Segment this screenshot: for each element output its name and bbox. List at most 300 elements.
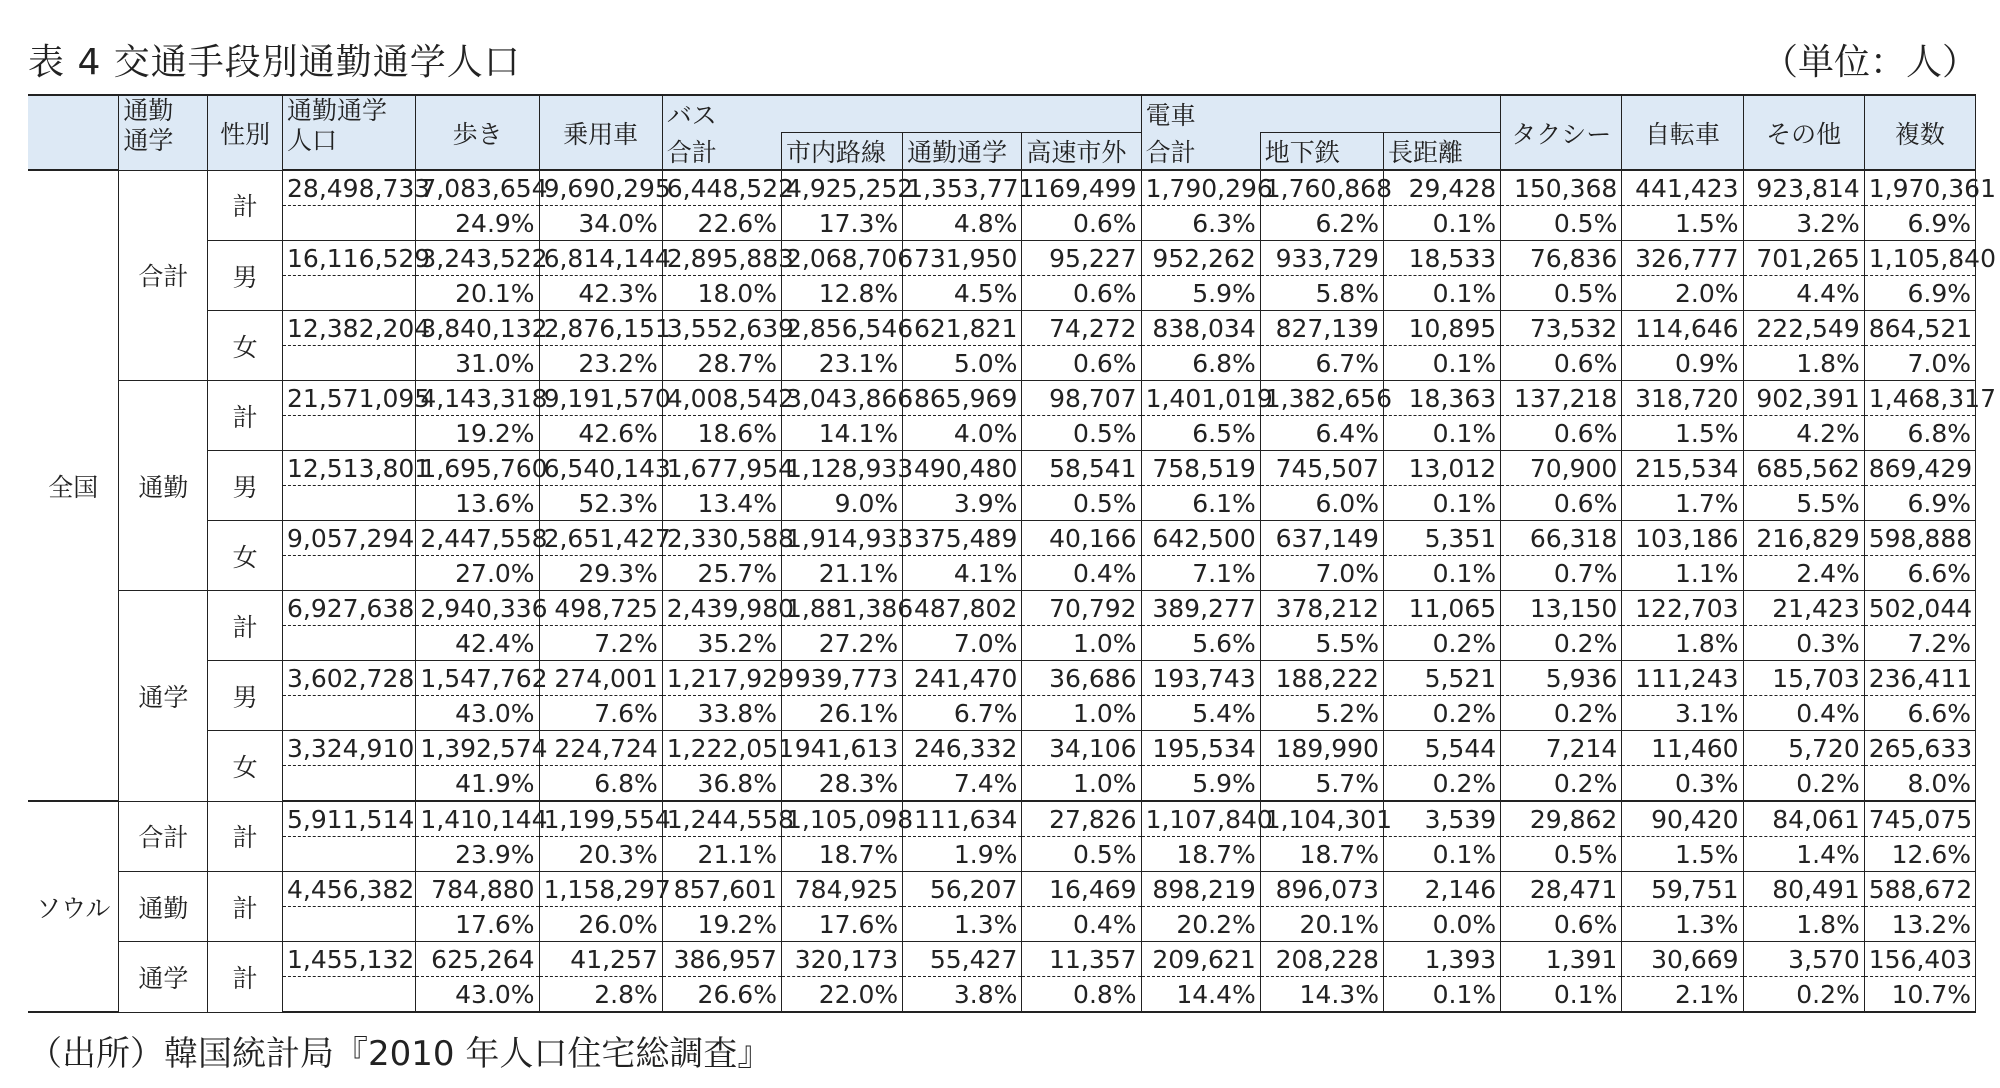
- sex-label: 計: [208, 381, 283, 451]
- percent-cell: 6.4%: [1260, 416, 1383, 451]
- count-cell: 588,672: [1864, 872, 1975, 907]
- count-cell: 2,447,558: [416, 521, 539, 556]
- count-cell: 1,199,554: [539, 801, 662, 837]
- percent-cell: 1.3%: [1622, 907, 1743, 942]
- count-cell: 29,428: [1383, 170, 1500, 206]
- count-cell: 1,547,762: [416, 661, 539, 696]
- header-other: その他: [1743, 95, 1864, 170]
- count-cell: 320,173: [781, 942, 902, 977]
- count-cell: 7,214: [1501, 731, 1622, 766]
- percent-cell: 4.1%: [903, 556, 1022, 591]
- count-cell: 1,881,386: [781, 591, 902, 626]
- percent-cell: 27.0%: [416, 556, 539, 591]
- percent-cell: [283, 907, 416, 942]
- count-cell: 784,925: [781, 872, 902, 907]
- table-title: 表 4 交通手段別通勤通学人口: [28, 42, 521, 83]
- percent-cell: 1.0%: [1022, 766, 1141, 802]
- count-cell: 1,790,296: [1141, 170, 1260, 206]
- percent-cell: 0.0%: [1383, 907, 1500, 942]
- percent-cell: 3.2%: [1743, 206, 1864, 241]
- percent-cell: [283, 696, 416, 731]
- percent-cell: 0.2%: [1743, 977, 1864, 1013]
- title-row: [28, 34, 1978, 84]
- count-cell: 30,669: [1622, 942, 1743, 977]
- percent-cell: 31.0%: [416, 346, 539, 381]
- count-cell: 137,218: [1501, 381, 1622, 416]
- region-label: 全国: [28, 170, 119, 801]
- count-cell: 274,001: [539, 661, 662, 696]
- count-cell: 864,521: [1864, 311, 1975, 346]
- percent-cell: 23.1%: [781, 346, 902, 381]
- percent-cell: 4.0%: [903, 416, 1022, 451]
- header-sex: 性別: [208, 95, 283, 170]
- percent-cell: 9.0%: [781, 486, 902, 521]
- sex-label: 計: [208, 170, 283, 241]
- header-population: 通勤通学 人口: [283, 95, 416, 170]
- percent-cell: 5.9%: [1141, 766, 1260, 802]
- percent-cell: 12.8%: [781, 276, 902, 311]
- table-row: [28, 837, 1976, 872]
- count-cell: 939,773: [781, 661, 902, 696]
- count-cell: 701,265: [1743, 241, 1864, 276]
- count-cell: 5,351: [1383, 521, 1500, 556]
- table-row: [28, 591, 1976, 626]
- table-row: [28, 696, 1976, 731]
- percent-cell: 0.6%: [1022, 276, 1141, 311]
- sex-label: 女: [208, 521, 283, 591]
- count-cell: 1,970,361: [1864, 170, 1975, 206]
- percent-cell: [283, 977, 416, 1013]
- sex-label: 男: [208, 241, 283, 311]
- count-cell: 1,677,954: [662, 451, 781, 486]
- count-cell: 222,549: [1743, 311, 1864, 346]
- count-cell: 15,703: [1743, 661, 1864, 696]
- count-cell: 73,532: [1501, 311, 1622, 346]
- sex-label: 男: [208, 451, 283, 521]
- percent-cell: 18.6%: [662, 416, 781, 451]
- sex-label: 計: [208, 591, 283, 661]
- percent-cell: 17.3%: [781, 206, 902, 241]
- table-row: [28, 626, 1976, 661]
- count-cell: 3,243,522: [416, 241, 539, 276]
- percent-cell: 43.0%: [416, 977, 539, 1013]
- count-cell: 114,646: [1622, 311, 1743, 346]
- sex-label: 計: [208, 942, 283, 1013]
- header-walk: 歩き: [416, 95, 539, 170]
- percent-cell: 6.9%: [1864, 486, 1975, 521]
- count-cell: 169,499: [1022, 170, 1141, 206]
- count-cell: 5,521: [1383, 661, 1500, 696]
- count-cell: 6,448,522: [662, 170, 781, 206]
- count-cell: 3,043,866: [781, 381, 902, 416]
- percent-cell: 6.7%: [903, 696, 1022, 731]
- percent-cell: 4.8%: [903, 206, 1022, 241]
- count-cell: 11,460: [1622, 731, 1743, 766]
- percent-cell: 18.7%: [1260, 837, 1383, 872]
- table-row: [28, 942, 1976, 977]
- percent-cell: 0.2%: [1383, 766, 1500, 802]
- percent-cell: 23.9%: [416, 837, 539, 872]
- count-cell: 70,900: [1501, 451, 1622, 486]
- percent-cell: 7.0%: [903, 626, 1022, 661]
- percent-cell: 1.0%: [1022, 626, 1141, 661]
- count-cell: 4,925,252: [781, 170, 902, 206]
- table-row: [28, 766, 1976, 802]
- percent-cell: 0.3%: [1622, 766, 1743, 802]
- percent-cell: 41.9%: [416, 766, 539, 802]
- count-cell: 2,876,151: [539, 311, 662, 346]
- percent-cell: 0.5%: [1501, 206, 1622, 241]
- count-cell: 1,222,051: [662, 731, 781, 766]
- percent-cell: 0.3%: [1743, 626, 1864, 661]
- header-train: 電車: [1141, 95, 1501, 133]
- percent-cell: 20.2%: [1141, 907, 1260, 942]
- count-cell: 13,012: [1383, 451, 1500, 486]
- count-cell: 1,217,929: [662, 661, 781, 696]
- count-cell: 150,368: [1501, 170, 1622, 206]
- percent-cell: 42.3%: [539, 276, 662, 311]
- sex-label: 計: [208, 801, 283, 872]
- count-cell: 40,166: [1022, 521, 1141, 556]
- percent-cell: 33.8%: [662, 696, 781, 731]
- percent-cell: 0.6%: [1501, 346, 1622, 381]
- count-cell: 923,814: [1743, 170, 1864, 206]
- table-row: [28, 556, 1976, 591]
- percent-cell: 6.8%: [1141, 346, 1260, 381]
- percent-cell: 5.5%: [1260, 626, 1383, 661]
- percent-cell: 18.7%: [1141, 837, 1260, 872]
- percent-cell: 1.3%: [903, 907, 1022, 942]
- count-cell: 76,836: [1501, 241, 1622, 276]
- percent-cell: 6.8%: [539, 766, 662, 802]
- count-cell: 111,634: [903, 801, 1022, 837]
- count-cell: 1,128,933: [781, 451, 902, 486]
- percent-cell: 0.8%: [1022, 977, 1141, 1013]
- count-cell: 27,826: [1022, 801, 1141, 837]
- percent-cell: 1.5%: [1622, 416, 1743, 451]
- count-cell: 1,158,297: [539, 872, 662, 907]
- percent-cell: 13.6%: [416, 486, 539, 521]
- count-cell: 193,743: [1141, 661, 1260, 696]
- percent-cell: [283, 766, 416, 802]
- count-cell: 16,116,529: [283, 241, 416, 276]
- percent-cell: 0.4%: [1022, 556, 1141, 591]
- percent-cell: 52.3%: [539, 486, 662, 521]
- percent-cell: 6.3%: [1141, 206, 1260, 241]
- percent-cell: 4.5%: [903, 276, 1022, 311]
- percent-cell: 1.4%: [1743, 837, 1864, 872]
- count-cell: 745,075: [1864, 801, 1975, 837]
- percent-cell: 5.4%: [1141, 696, 1260, 731]
- percent-cell: 13.4%: [662, 486, 781, 521]
- percent-cell: 0.2%: [1743, 766, 1864, 802]
- percent-cell: 26.1%: [781, 696, 902, 731]
- count-cell: 1,695,760: [416, 451, 539, 486]
- percent-cell: 34.0%: [539, 206, 662, 241]
- count-cell: 28,498,733: [283, 170, 416, 206]
- count-cell: 5,544: [1383, 731, 1500, 766]
- count-cell: 12,382,204: [283, 311, 416, 346]
- header-commuter-bus: 通勤通学: [903, 133, 1022, 171]
- count-cell: 34,106: [1022, 731, 1141, 766]
- count-cell: 2,856,546: [781, 311, 902, 346]
- count-cell: 208,228: [1260, 942, 1383, 977]
- sex-label: 女: [208, 311, 283, 381]
- percent-cell: 0.5%: [1501, 276, 1622, 311]
- count-cell: 2,068,706: [781, 241, 902, 276]
- count-cell: 3,539: [1383, 801, 1500, 837]
- header-bus: バス: [662, 95, 1141, 133]
- percent-cell: 1.5%: [1622, 206, 1743, 241]
- count-cell: 103,186: [1622, 521, 1743, 556]
- count-cell: 80,491: [1743, 872, 1864, 907]
- percent-cell: 0.2%: [1501, 696, 1622, 731]
- percent-cell: 0.2%: [1501, 766, 1622, 802]
- percent-cell: 1.1%: [1622, 556, 1743, 591]
- percent-cell: 1.9%: [903, 837, 1022, 872]
- percent-cell: 28.7%: [662, 346, 781, 381]
- count-cell: 941,613: [781, 731, 902, 766]
- table-row: [28, 977, 1976, 1013]
- percent-cell: 7.2%: [1864, 626, 1975, 661]
- count-cell: 111,243: [1622, 661, 1743, 696]
- percent-cell: 42.4%: [416, 626, 539, 661]
- table-row: [28, 451, 1976, 486]
- count-cell: 11,065: [1383, 591, 1500, 626]
- header-car: 乗用車: [539, 95, 662, 170]
- purpose-label: 合計: [119, 170, 208, 381]
- table-row: [28, 346, 1976, 381]
- count-cell: 1,382,656: [1260, 381, 1383, 416]
- table-row: [28, 416, 1976, 451]
- table-row: [28, 381, 1976, 416]
- unit-label: （単位：人）: [1761, 42, 1978, 83]
- percent-cell: 0.1%: [1383, 837, 1500, 872]
- count-cell: 58,541: [1022, 451, 1141, 486]
- percent-cell: 0.6%: [1022, 346, 1141, 381]
- count-cell: 1,760,868: [1260, 170, 1383, 206]
- header-purpose: 通勤 通学: [119, 95, 208, 170]
- count-cell: 685,562: [1743, 451, 1864, 486]
- header-subway: 地下鉄: [1260, 133, 1383, 171]
- percent-cell: 17.6%: [416, 907, 539, 942]
- percent-cell: 2.1%: [1622, 977, 1743, 1013]
- percent-cell: 14.4%: [1141, 977, 1260, 1013]
- count-cell: 6,814,144: [539, 241, 662, 276]
- count-cell: 6,540,143: [539, 451, 662, 486]
- percent-cell: 21.1%: [662, 837, 781, 872]
- percent-cell: 0.5%: [1501, 837, 1622, 872]
- percent-cell: 0.1%: [1501, 977, 1622, 1013]
- percent-cell: 0.4%: [1022, 907, 1141, 942]
- percent-cell: 0.1%: [1383, 416, 1500, 451]
- count-cell: 869,429: [1864, 451, 1975, 486]
- count-cell: 188,222: [1260, 661, 1383, 696]
- source-note: （出所）韓国統計局『2010 年人口住宅総調査』: [28, 1034, 772, 1074]
- percent-cell: 20.1%: [1260, 907, 1383, 942]
- count-cell: 441,423: [1622, 170, 1743, 206]
- percent-cell: 0.5%: [1022, 486, 1141, 521]
- table-header: [28, 95, 1976, 170]
- count-cell: 29,862: [1501, 801, 1622, 837]
- header-multiple: 複数: [1864, 95, 1975, 170]
- count-cell: 1,105,840: [1864, 241, 1975, 276]
- count-cell: 1,107,840: [1141, 801, 1260, 837]
- count-cell: 827,139: [1260, 311, 1383, 346]
- count-cell: 326,777: [1622, 241, 1743, 276]
- percent-cell: 1.5%: [1622, 837, 1743, 872]
- percent-cell: 5.6%: [1141, 626, 1260, 661]
- table-row: [28, 311, 1976, 346]
- count-cell: 84,061: [1743, 801, 1864, 837]
- count-cell: 224,724: [539, 731, 662, 766]
- percent-cell: 1.8%: [1743, 907, 1864, 942]
- count-cell: 7,083,654: [416, 170, 539, 206]
- count-cell: 745,507: [1260, 451, 1383, 486]
- count-cell: 9,191,570: [539, 381, 662, 416]
- count-cell: 90,420: [1622, 801, 1743, 837]
- percent-cell: 2.8%: [539, 977, 662, 1013]
- sex-label: 男: [208, 661, 283, 731]
- percent-cell: [283, 626, 416, 661]
- header-express-bus: 高速市外: [1022, 133, 1141, 171]
- percent-cell: 6.8%: [1864, 416, 1975, 451]
- percent-cell: 14.3%: [1260, 977, 1383, 1013]
- percent-cell: 28.3%: [781, 766, 902, 802]
- table-row: [28, 801, 1976, 837]
- percent-cell: 7.0%: [1260, 556, 1383, 591]
- count-cell: 21,423: [1743, 591, 1864, 626]
- count-cell: 1,353,771: [903, 170, 1022, 206]
- percent-cell: 42.6%: [539, 416, 662, 451]
- count-cell: 1,105,098: [781, 801, 902, 837]
- count-cell: 3,552,639: [662, 311, 781, 346]
- count-cell: 386,957: [662, 942, 781, 977]
- header-train-total: 合計: [1141, 133, 1260, 171]
- percent-cell: 0.1%: [1383, 977, 1500, 1013]
- percent-cell: 5.7%: [1260, 766, 1383, 802]
- count-cell: 3,570: [1743, 942, 1864, 977]
- percent-cell: [283, 416, 416, 451]
- count-cell: 378,212: [1260, 591, 1383, 626]
- purpose-label: 通勤: [119, 381, 208, 591]
- count-cell: 3,840,132: [416, 311, 539, 346]
- count-cell: 265,633: [1864, 731, 1975, 766]
- percent-cell: 24.9%: [416, 206, 539, 241]
- percent-cell: 0.1%: [1383, 486, 1500, 521]
- table-row: [28, 907, 1976, 942]
- count-cell: 36,686: [1022, 661, 1141, 696]
- percent-cell: 1.0%: [1022, 696, 1141, 731]
- percent-cell: 6.0%: [1260, 486, 1383, 521]
- count-cell: 4,456,382: [283, 872, 416, 907]
- count-cell: 56,207: [903, 872, 1022, 907]
- count-cell: 865,969: [903, 381, 1022, 416]
- count-cell: 2,439,980: [662, 591, 781, 626]
- commute-table: [28, 94, 1996, 1013]
- count-cell: 18,363: [1383, 381, 1500, 416]
- count-cell: 246,332: [903, 731, 1022, 766]
- percent-cell: 1.7%: [1622, 486, 1743, 521]
- count-cell: 731,950: [903, 241, 1022, 276]
- percent-cell: 3.9%: [903, 486, 1022, 521]
- percent-cell: 17.6%: [781, 907, 902, 942]
- percent-cell: 22.6%: [662, 206, 781, 241]
- percent-cell: 0.7%: [1501, 556, 1622, 591]
- sex-label: 計: [208, 872, 283, 942]
- header-taxi: タクシー: [1501, 95, 1622, 170]
- count-cell: 1,401,019: [1141, 381, 1260, 416]
- count-cell: 758,519: [1141, 451, 1260, 486]
- percent-cell: 23.2%: [539, 346, 662, 381]
- header-long-distance: 長距離: [1383, 133, 1500, 171]
- table-row: [28, 241, 1976, 276]
- count-cell: 1,391: [1501, 942, 1622, 977]
- count-cell: 216,829: [1743, 521, 1864, 556]
- count-cell: 1,104,301: [1260, 801, 1383, 837]
- table-row: [28, 276, 1976, 311]
- percent-cell: 18.7%: [781, 837, 902, 872]
- sex-label: 女: [208, 731, 283, 802]
- percent-cell: 0.2%: [1383, 696, 1500, 731]
- percent-cell: 0.1%: [1383, 206, 1500, 241]
- percent-cell: 6.7%: [1260, 346, 1383, 381]
- percent-cell: 0.2%: [1383, 626, 1500, 661]
- table-row: [28, 521, 1976, 556]
- percent-cell: 20.3%: [539, 837, 662, 872]
- percent-cell: 7.6%: [539, 696, 662, 731]
- count-cell: 6,927,638: [283, 591, 416, 626]
- count-cell: 1,244,558: [662, 801, 781, 837]
- count-cell: 9,057,294: [283, 521, 416, 556]
- percent-cell: 6.9%: [1864, 206, 1975, 241]
- count-cell: 933,729: [1260, 241, 1383, 276]
- percent-cell: 8.0%: [1864, 766, 1975, 802]
- count-cell: 95,227: [1022, 241, 1141, 276]
- count-cell: 2,651,427: [539, 521, 662, 556]
- percent-cell: 0.1%: [1383, 556, 1500, 591]
- count-cell: 11,357: [1022, 942, 1141, 977]
- percent-cell: 0.5%: [1022, 416, 1141, 451]
- count-cell: 637,149: [1260, 521, 1383, 556]
- count-cell: 838,034: [1141, 311, 1260, 346]
- count-cell: 1,410,144: [416, 801, 539, 837]
- percent-cell: 0.6%: [1501, 416, 1622, 451]
- percent-cell: [283, 346, 416, 381]
- count-cell: 625,264: [416, 942, 539, 977]
- percent-cell: 22.0%: [781, 977, 902, 1013]
- percent-cell: 21.1%: [781, 556, 902, 591]
- percent-cell: [283, 206, 416, 241]
- percent-cell: 4.4%: [1743, 276, 1864, 311]
- percent-cell: 7.0%: [1864, 346, 1975, 381]
- percent-cell: 18.0%: [662, 276, 781, 311]
- percent-cell: [283, 837, 416, 872]
- table-row: [28, 731, 1976, 766]
- count-cell: 236,411: [1864, 661, 1975, 696]
- count-cell: 18,533: [1383, 241, 1500, 276]
- count-cell: 209,621: [1141, 942, 1260, 977]
- count-cell: 487,802: [903, 591, 1022, 626]
- count-cell: 13,150: [1501, 591, 1622, 626]
- table-row: [28, 170, 1976, 206]
- count-cell: 2,146: [1383, 872, 1500, 907]
- count-cell: 1,393: [1383, 942, 1500, 977]
- percent-cell: [283, 556, 416, 591]
- count-cell: 59,751: [1622, 872, 1743, 907]
- count-cell: 598,888: [1864, 521, 1975, 556]
- purpose-label: 通学: [119, 591, 208, 802]
